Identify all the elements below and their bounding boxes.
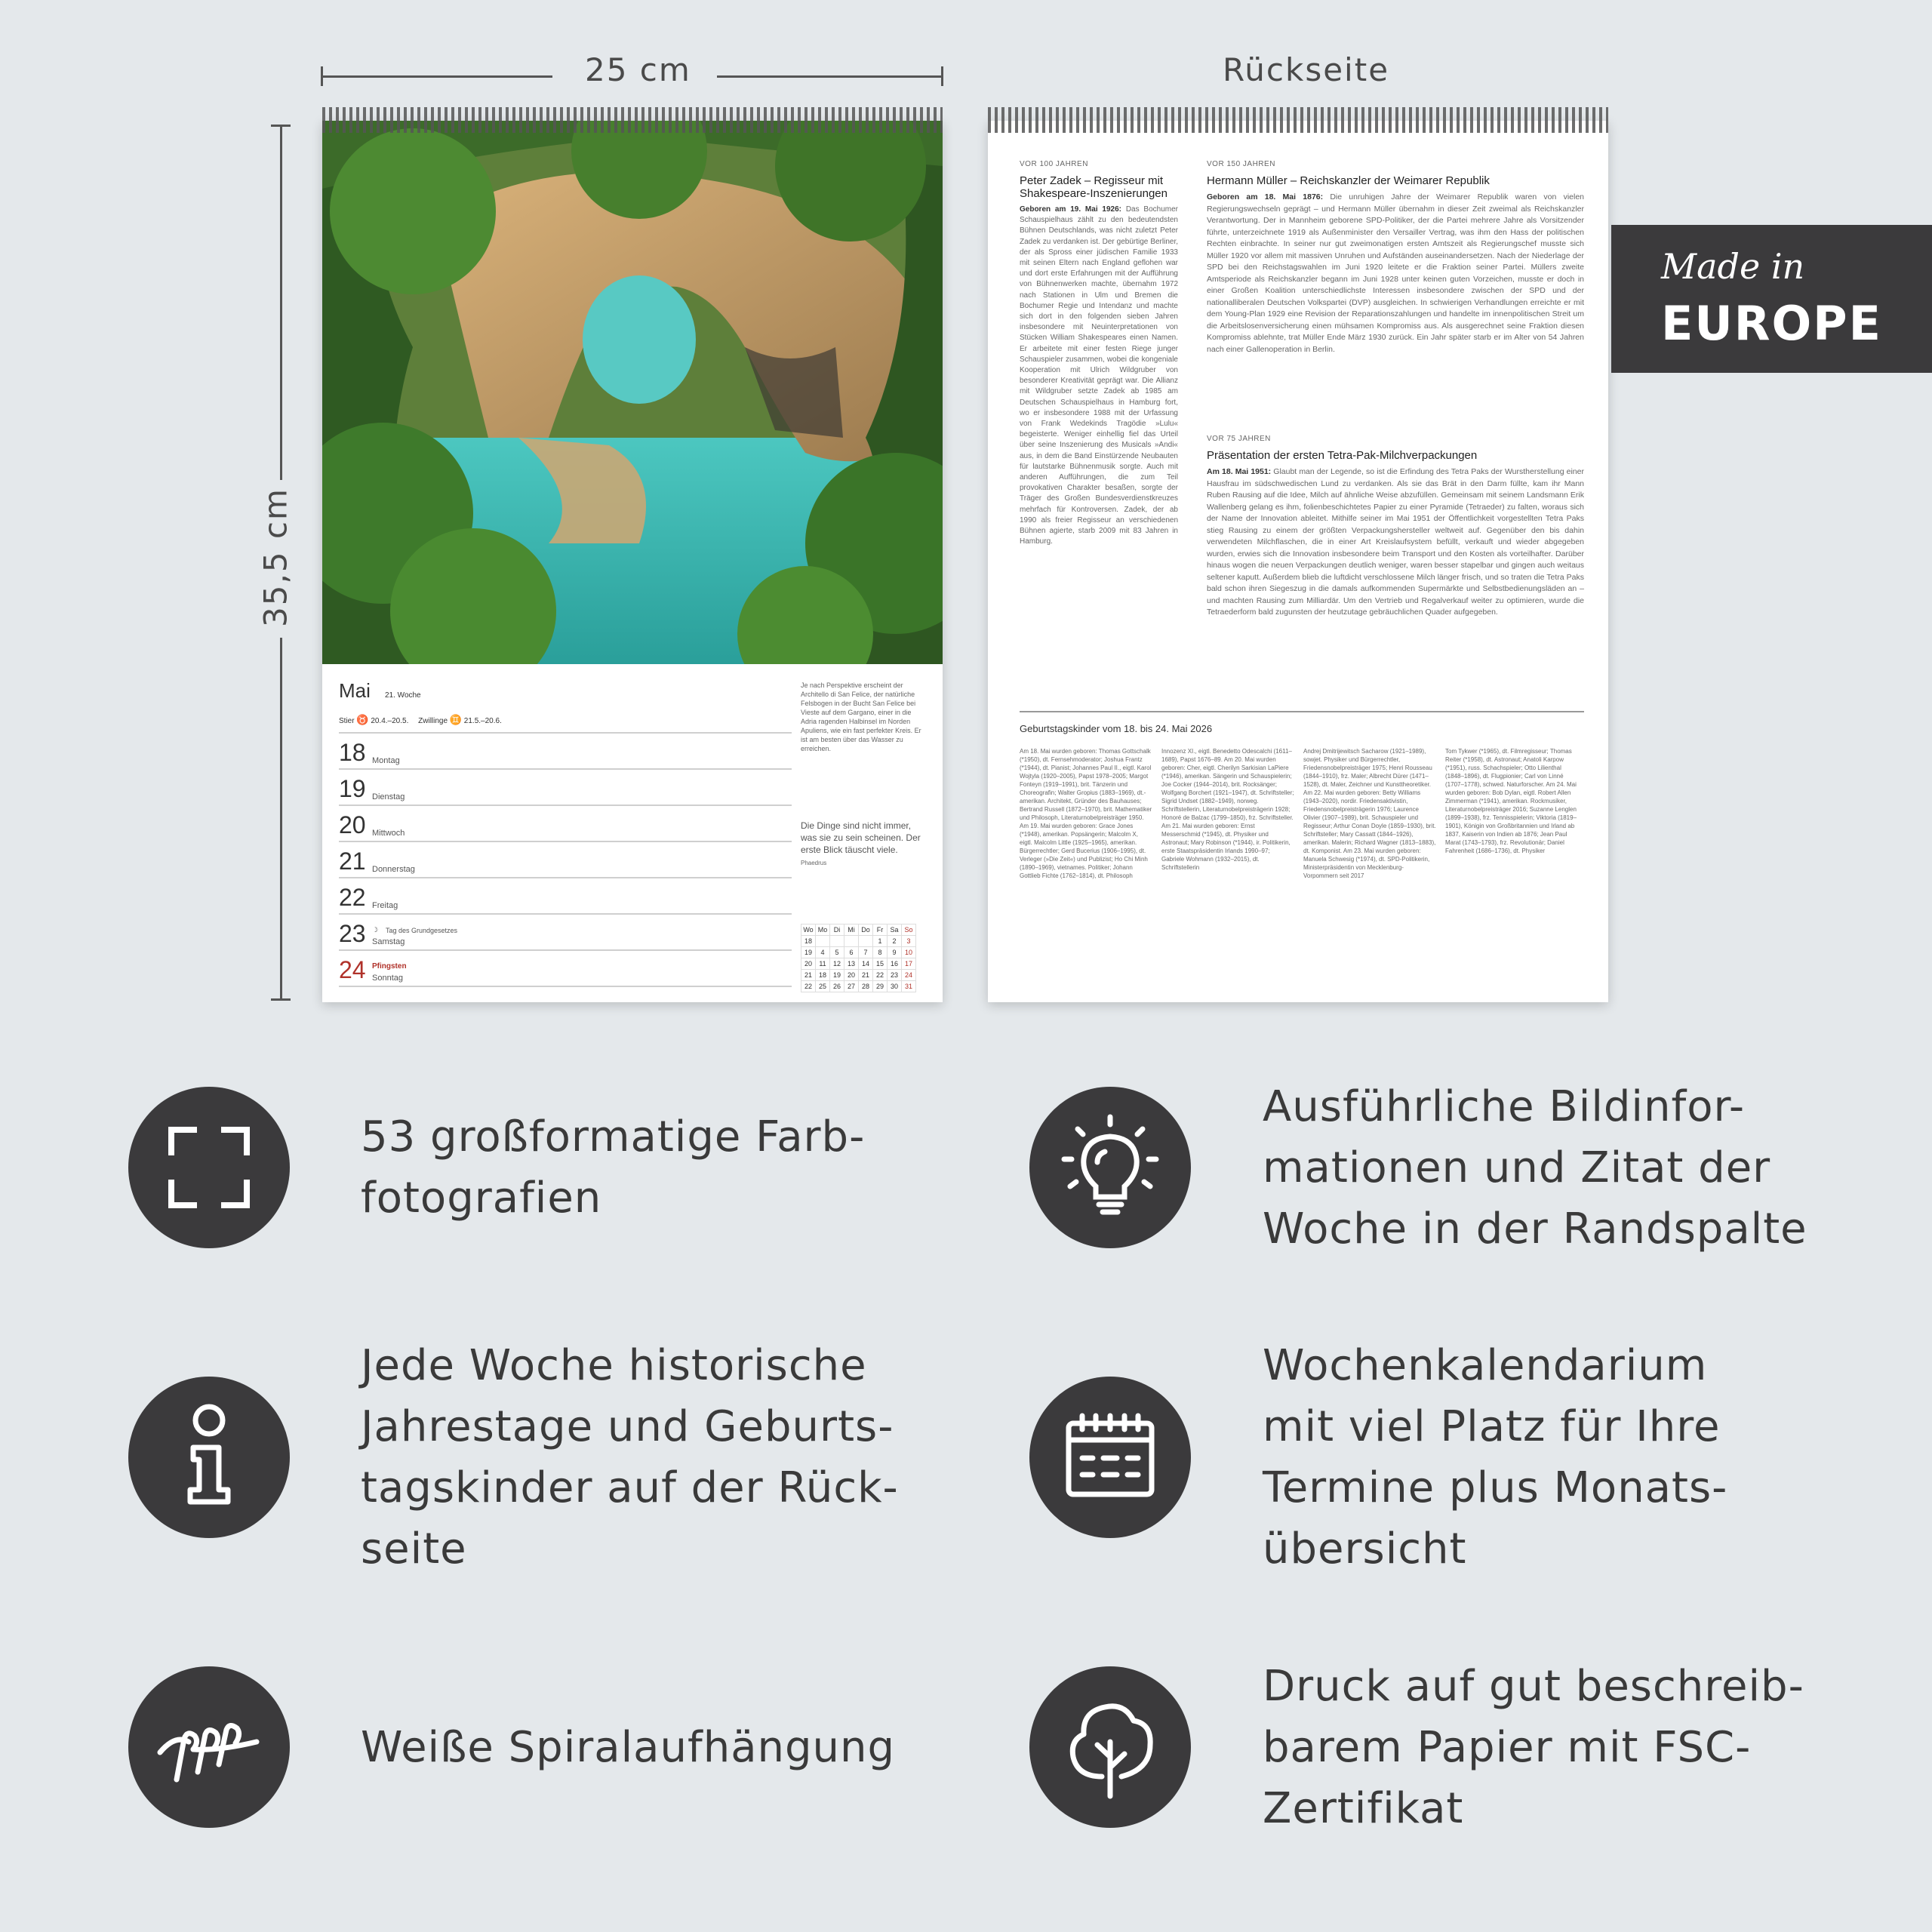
day-row-22[interactable] bbox=[339, 878, 792, 915]
day-number: 23 bbox=[339, 920, 366, 947]
day-number: 22 bbox=[339, 884, 366, 911]
mini-cell: 21 bbox=[859, 970, 873, 981]
mini-cell: 31 bbox=[902, 981, 916, 992]
mini-cell: 15 bbox=[873, 958, 888, 970]
mini-cell: 4 bbox=[816, 947, 830, 958]
birthdays-column-4: Tom Tykwer (*1965), dt. Filmregisseur; Thomas Reiter (*1958), dt. Astronaut; Anatoli Karpow (*1951), russ. Schachspieler; Otto Lilienthal (1848–1896), dt. Flugpionier; Carl von Linné (1707–1778), schwed. Naturforscher. Am 24. Mai wurden geboren: Bob Dylan, eigtl. Robert Allen Zimmerman (*1941), amerikan. Rockmusiker, Literaturnobelpreisträger 2016; Suzanne Lenglen (1899–1938), frz. Tennisspielerin; Viktoria (1819–1901), Königin von Großbritannien und Irland ab 1837, Kaiserin von Indien ab 1876; Jean Paul Marat (1743–1793), frz. Revolutionär; Daniel Fahrenheit (1686–1736), dt. Physiker bbox=[1445, 748, 1577, 854]
feature-icon-photos bbox=[128, 1087, 290, 1248]
article-kicker: VOR 75 JAHREN bbox=[1207, 435, 1271, 443]
mini-week-number: 21 bbox=[801, 970, 816, 981]
height-dimension-line-top bbox=[280, 125, 282, 480]
feature-line: übersicht bbox=[1263, 1524, 1467, 1574]
mini-cell: 19 bbox=[830, 970, 844, 981]
feature-line: Wochenkalendarium bbox=[1263, 1341, 1708, 1390]
mini-cell: 23 bbox=[888, 970, 902, 981]
feature-line: Druck auf gut beschreib- bbox=[1263, 1662, 1804, 1711]
day-note: Tag des Grundgesetzes bbox=[386, 927, 458, 934]
width-dimension-cap-left bbox=[321, 66, 323, 86]
feature-line: mit viel Platz für Ihre bbox=[1263, 1402, 1721, 1451]
calendar-back-page bbox=[988, 121, 1608, 1002]
spiral-binding bbox=[988, 107, 1608, 133]
twins-icon: ♊ bbox=[449, 714, 463, 725]
mini-header-cell: Mo bbox=[816, 924, 830, 936]
day-name: Samstag bbox=[372, 937, 405, 946]
mini-cell: 2 bbox=[888, 936, 902, 947]
day-number: 19 bbox=[339, 775, 366, 802]
birthdays-column-1: Am 18. Mai wurden geboren: Thomas Gottschalk (*1950), dt. Fernsehmoderator; Joshua Frantz (*1944), dt. Pianist; Johannes Paul II., eigtl. Karol Wojtyla (1920–2005), Papst 1978–2005; Margot Fonteyn (1919–1991), brit. Tänzerin und Choreografin; Walter Gropius (1883–1969), dt.-amerikan. Architekt, Gründer des Bauhauses; Bertrand Russell (1872–1970), brit. Mathematiker und Philosoph, Literaturnobelpreisträger 1950. Am 19. Mai wurden geboren: Grace Jones (*1948), amerikan. Popsängerin; Malcolm X, eigtl. Malcolm Little (1925–1965), amerikan. Bürgerrechtler; Gerd Bucerius (1906–1995), dt. Verleger (»Die Zeit«) und Publizist; Ho Chi Minh (1890–1969), vietnames. Politiker; Johann Gottlieb Fichte (1762–1814), dt. Philosoph bbox=[1020, 748, 1152, 879]
mini-cell: 16 bbox=[888, 958, 902, 970]
mini-header-cell: Sa bbox=[888, 924, 902, 936]
mini-cell: 1 bbox=[873, 936, 888, 947]
mini-cell bbox=[844, 936, 859, 947]
mini-cell: 29 bbox=[873, 981, 888, 992]
mini-header-cell: Do bbox=[859, 924, 873, 936]
landscape-photo bbox=[322, 121, 943, 664]
birthdays-title: Geburtstagskinder vom 18. bis 24. Mai 2026 bbox=[1020, 723, 1213, 734]
calendar-icon bbox=[1029, 1377, 1191, 1538]
mini-cell: 3 bbox=[902, 936, 916, 947]
mini-cell: 28 bbox=[859, 981, 873, 992]
height-dimension-cap-bottom bbox=[271, 998, 291, 1001]
feature-line: mationen und Zitat der bbox=[1263, 1143, 1771, 1192]
mini-cell: 26 bbox=[830, 981, 844, 992]
made-in-europe-badge bbox=[1611, 225, 1932, 373]
feature-line: Weiße Spiralaufhängung bbox=[361, 1723, 896, 1772]
article-hermann-mueller bbox=[1207, 160, 1584, 355]
lightbulb-icon bbox=[1029, 1087, 1191, 1248]
zodiac-line bbox=[339, 714, 792, 734]
feature-line: Zertifikat bbox=[1263, 1784, 1464, 1833]
birthdays-column-2: Innozenz XI., eigtl. Benedetto Odescalchi (1611–1689), Papst 1676–89. Am 20. Mai wurden geboren: Cher, eigtl. Cherilyn Sarkisian LaPiere (*1946), amerikan. Sängerin und Schauspielerin; Joe Cocker (1944–2014), brit. Rocksänger; Wolfgang Borchert (1921–1947), dt. Schriftsteller; Sigrid Undset (1882–1949), norweg. Schriftstellerin, Literaturnobelpreisträgerin 1928; Honoré de Balzac (1799–1850), frz. Schriftsteller. Am 21. Mai wurden geboren: Ernst Messerschmid (*1945), dt. Physiker und Astronaut; Mary Robinson (*1944), ir. Politikerin, erste Staatspräsidentin Irlands 1990–97; Gabriele Wohmann (1932–2015), dt. Schriftstellerin bbox=[1161, 748, 1294, 871]
day-number: 21 bbox=[339, 848, 366, 875]
mini-cell: 17 bbox=[902, 958, 916, 970]
article-title: Hermann Müller – Reichskanzler der Weimarer Republik bbox=[1207, 174, 1490, 187]
mini-cell: 9 bbox=[888, 947, 902, 958]
feature-line: Termine plus Monats- bbox=[1263, 1463, 1728, 1512]
birthdays-divider bbox=[1020, 711, 1584, 712]
day-row-18[interactable] bbox=[339, 734, 792, 770]
mini-cell: 7 bbox=[859, 947, 873, 958]
mini-cell: 13 bbox=[844, 958, 859, 970]
mini-header-cell: So bbox=[902, 924, 916, 936]
article-lead: Geboren am 19. Mai 1926: bbox=[1020, 205, 1121, 214]
day-row-23[interactable] bbox=[339, 915, 792, 951]
calendar-front-page bbox=[322, 121, 943, 1002]
feature-line: tagskinder auf der Rück- bbox=[361, 1463, 899, 1512]
fullscreen-icon bbox=[128, 1087, 290, 1248]
feature-icon-spiral bbox=[128, 1666, 290, 1828]
article-text: Die unruhigen Jahre der Weimarer Republik waren von vielen Regierungswechseln geprägt – und Hermann Müller übernahm in dieser Zeit zweimal als Reichskanzler Verantwortung. Der in Mannheim geborene SPD-Politiker, der die Partei mehrere Jahre als Vorsitzender führte, unterzeichnete 1919 als Außenminister den Versailler Vertrag, was ihm den Hass der politischen Rechten einbrachte. In seiner nur gut zweimonatigen ersten Amtszeit als Regierungschef musste sich Müller 1920 vor allem mit massiven Unruhen und Aufständen auseinandersetzen. Nach der Niederlage der SPD bei den Reichstagswahlen im Juni 1920 leitete er die Fraktion seiner Partei. Müllers zweite Amtsperiode als Reichskanzler begann im Juni 1928 unter keinen guten Vorzeichen, musste er doch in einer Großen Koalition unterschiedlichste Interessen insbesondere zwischen der SPD und der nationalliberalen Deutschen Volkspartei (DVP) ausgleichen. In schwierigen Verhandlungen erreichte er mit dem Young-Plan 1929 eine Revision der Reparationszahlungen und handelte im innenpolitischen Streit um die Arbeitslosenversicherung einen mühsamen Kompromiss aus. Als ausgerechnet seine Fraktion diesen Kompromiss ablehnte, trat Müller Ende März 1930 zurück. Ein Jahr später starb er im Alter von 54 Jahren nach einer Gallenoperation in Berlin. bbox=[1207, 192, 1585, 354]
back-side-label: Rückseite bbox=[1223, 51, 1390, 88]
badge-line-2: EUROPE bbox=[1661, 296, 1882, 351]
zodiac-zwillinge-range: 21.5.–20.6. bbox=[463, 717, 502, 725]
mini-cell: 25 bbox=[816, 981, 830, 992]
day-number: 24 bbox=[339, 956, 366, 983]
feature-line: fotografien bbox=[361, 1174, 602, 1223]
day-row-24[interactable] bbox=[339, 951, 792, 987]
mini-week-number: 22 bbox=[801, 981, 816, 992]
mini-row bbox=[801, 958, 916, 970]
mini-cell: 5 bbox=[830, 947, 844, 958]
article-peter-zadek bbox=[1020, 160, 1178, 548]
mini-header-cell: Wo bbox=[801, 924, 816, 936]
info-icon bbox=[128, 1377, 290, 1538]
mini-week-number: 19 bbox=[801, 947, 816, 958]
feature-line: seite bbox=[361, 1524, 467, 1574]
article-body bbox=[1207, 192, 1584, 355]
photo-illustration bbox=[322, 121, 943, 664]
day-row-19[interactable] bbox=[339, 770, 792, 806]
month-overview-table bbox=[801, 924, 916, 992]
month-label: Mai bbox=[339, 679, 371, 702]
mini-row bbox=[801, 981, 916, 992]
mini-cell: 12 bbox=[830, 958, 844, 970]
article-body bbox=[1020, 205, 1178, 548]
mini-cell: 6 bbox=[844, 947, 859, 958]
day-name: Freitag bbox=[372, 901, 398, 910]
article-lead: Geboren am 18. Mai 1876: bbox=[1207, 192, 1324, 202]
feature-icon-history bbox=[128, 1377, 290, 1538]
mini-row bbox=[801, 947, 916, 958]
feature-text-history bbox=[361, 1335, 899, 1580]
height-dimension-label: 35,5 cm bbox=[257, 488, 294, 627]
mini-cell: 27 bbox=[844, 981, 859, 992]
article-body bbox=[1207, 466, 1584, 619]
holiday-label: Pfingsten bbox=[372, 962, 407, 971]
feature-icon-fsc bbox=[1029, 1666, 1191, 1828]
tree-icon bbox=[1029, 1666, 1191, 1828]
mini-header-cell: Di bbox=[830, 924, 844, 936]
day-number: 20 bbox=[339, 811, 366, 838]
day-name: Donnerstag bbox=[372, 865, 415, 874]
feature-line: 53 großformatige Farb- bbox=[361, 1112, 866, 1161]
mini-week-number: 18 bbox=[801, 936, 816, 947]
mini-cell: 11 bbox=[816, 958, 830, 970]
article-tetra-pak bbox=[1207, 435, 1584, 619]
width-dimension-cap-right bbox=[941, 66, 943, 86]
moon-phase-icon: ☽ bbox=[372, 926, 379, 934]
article-kicker: VOR 100 JAHREN bbox=[1020, 160, 1088, 168]
feature-line: Ausführliche Bildinfor- bbox=[1263, 1082, 1746, 1131]
feature-line: Woche in der Randspalte bbox=[1263, 1204, 1807, 1254]
birthdays-column-3: Andrej Dmitrijewitsch Sacharow (1921–1989), sowjet. Physiker und Bürgerrechtler, Friedensnobelpreisträger 1975; Henri Rousseau (1844–1910), frz. Maler; Albrecht Dürer (1471–1528), dt. Maler, Zeichner und Kunsttheoretiker. Am 22. Mai wurden geboren: Betty Williams (1943–2020), nordir. Friedensaktivistin, Friedensnobelpreisträgerin 1976; Laurence Olivier (1907–1989), brit. Schauspieler und Regisseur; Arthur Conan Doyle (1859–1930), brit. Schriftsteller; Mary Cassatt (1844–1926), amerikan. Malerin; Richard Wagner (1813–1883), dt. Komponist. Am 23. Mai wurden geboren: Manuela Schwesig (*1974), dt. SPD-Politikerin, Ministerpräsidentin von Mecklenburg-Vorpommern seit 2017 bbox=[1303, 748, 1436, 879]
mini-cell: 10 bbox=[902, 947, 916, 958]
mini-row bbox=[801, 970, 916, 981]
bull-icon: ♉ bbox=[356, 714, 369, 725]
spiral-binding bbox=[322, 107, 943, 133]
mini-cell: 8 bbox=[873, 947, 888, 958]
mini-cell: 30 bbox=[888, 981, 902, 992]
width-dimension-label: 25 cm bbox=[585, 51, 691, 88]
feature-text-spiral bbox=[361, 1717, 895, 1778]
day-number: 18 bbox=[339, 739, 366, 766]
mini-row bbox=[801, 936, 916, 947]
feature-line: barem Papier mit FSC- bbox=[1263, 1723, 1752, 1772]
mini-header-row bbox=[801, 924, 916, 936]
feature-text-photos bbox=[361, 1106, 865, 1229]
feature-text-picture-info bbox=[1263, 1076, 1807, 1260]
mini-week-number: 20 bbox=[801, 958, 816, 970]
quote-author: Phaedrus bbox=[801, 860, 827, 866]
day-row-20[interactable] bbox=[339, 806, 792, 842]
spiral-icon bbox=[128, 1666, 290, 1828]
mini-cell bbox=[816, 936, 830, 947]
zodiac-stier-label: Stier bbox=[339, 717, 355, 725]
feature-text-fsc bbox=[1263, 1656, 1804, 1839]
height-dimension-line-bottom bbox=[280, 638, 282, 1000]
height-dimension-cap-top bbox=[271, 125, 291, 127]
feature-icon-picture-info bbox=[1029, 1087, 1191, 1248]
day-name: Dienstag bbox=[372, 792, 405, 801]
mini-cell: 22 bbox=[873, 970, 888, 981]
mini-cell: 24 bbox=[902, 970, 916, 981]
width-dimension-line-left bbox=[322, 75, 552, 78]
day-name: Mittwoch bbox=[372, 829, 405, 838]
article-text: Glaubt man der Legende, so ist die Erfindung des Tetra Paks der Wurstherstellung einer Hausfrau im südschwedischen Lund zu verdanken. Als sie das Brät in den Darm füllte, kam ihr Mann Ruben Rausing auf die Idee, Milch auf ähnliche Weise abzufüllen. Gemeinsam mit seinem Landsmann Erik Wallenberg gelang es ihm, folienbeschichtetes Papier zu einer Pyramide (Tetraeder) zu falten, woraus sich der Name der Innovation ableitet. Mithilfe seiner im Mai 1951 der Öffentlichkeit vorgestellten Tetra Paks stieg Rausing zu einem der größten Verpackungshersteller weltweit auf. Gegenüber den bis dahin verwendeten Milchflaschen, die in einer Art Kreislaufsystem befüllt, verkauft und wieder abgegeben wurden, erwies sich die Innovation insbesondere beim Transport und den Kosten als vorteilhafter. Darüber hinaus wogen die neuen Verpackungen deutlich weniger, waren besser stapelbar und gingen auch weitaus seltener kaputt. Außerdem blieb die luftdicht verschlossene Milch länger frisch, und so traten die Tetra Paks bald schon ihren Siegeszug in die damals aufkommenden Supermärkte und Selbstbedienungsläden an – und machten Rausing zum Milliardär. Um den Vertrieb und Regalverkauf weiter zu optimieren, wurde die Tetraederform bald zugunsten der heutzutage gebräuchlichen Quader aufgegeben. bbox=[1207, 467, 1584, 617]
feature-icon-calendar bbox=[1029, 1377, 1191, 1538]
zodiac-stier-range: 20.4.–20.5. bbox=[371, 717, 409, 725]
width-dimension-line-right bbox=[717, 75, 943, 78]
feature-text-calendar bbox=[1263, 1335, 1727, 1580]
day-row-21[interactable] bbox=[339, 842, 792, 878]
day-name: Montag bbox=[372, 756, 400, 765]
article-title: Peter Zadek – Regisseur mit Shakespeare-Inszenierungen bbox=[1020, 174, 1168, 200]
mini-cell: 18 bbox=[816, 970, 830, 981]
feature-line: Jede Woche historische bbox=[361, 1341, 867, 1390]
badge-line-1: Made in bbox=[1661, 246, 1805, 287]
quote-text: Die Dinge sind nicht immer, was sie zu sein scheinen. Der erste Blick täuscht viele. bbox=[801, 820, 921, 855]
zodiac-zwillinge-label: Zwillinge bbox=[418, 717, 448, 725]
article-title: Präsentation der ersten Tetra-Pak-Milchverpackungen bbox=[1207, 449, 1478, 462]
article-lead: Am 18. Mai 1951: bbox=[1207, 467, 1272, 476]
day-name: Sonntag bbox=[372, 974, 403, 983]
week-label: 21. Woche bbox=[385, 691, 421, 700]
article-kicker: VOR 150 JAHREN bbox=[1207, 160, 1275, 168]
week-header bbox=[339, 679, 792, 703]
mini-cell bbox=[830, 936, 844, 947]
mini-header-cell: Mi bbox=[844, 924, 859, 936]
article-text: Das Bochumer Schauspielhaus zählt zu den bedeutendsten Bühnen Deutschlands, was nicht zuletzt Peter Zadek zu verdanken ist. Der gebürtige Berliner, der als Spross einer jüdischen Familie 1933 mit seinen Eltern nach England geflohen war und dort erste Erfahrungen mit der Aufführung von Bühnenwerken machte, übernahm 1972 nach Stationen in Ulm und Bremen die Bochumer Regie und Intendanz und machte sich dort in den folgenden sieben Jahren insbesondere mit Neuinterpretationen von Stücken William Shakespeares einen Namen. Er arbeitete mit einer festen Riege junger Schauspieler zusammen, wobei die kongeniale Kooperation mit Ulrich Wildgruber von besonderer Kreativität geprägt war. Die Allianz mit Wildgruber setzte Zadek ab 1985 am Deutschen Schauspielhaus in Hamburg fort, wo er insbesondere 1988 mit der Urfassung von Frank Wedekinds Tragödie »Lulu« begeisterte. Weniger einhellig fiel das Urteil über seine Inszenierung des Musicals »Andi« aus, in dem die Band Einstürzende Neubauten für lautstarke Bühnenmusik sorgte. Auch mit anderen Aufführungen, die zum Teil provokativen Charakter besaßen, sorgte der Träger des Großen Bundesverdienstkreuzes mehrfach für Kontroversen. Zadek, der ab 1990 als freier Regisseur an verschiedenen Bühnen agierte, starb 2009 mit 83 Jahren in Hamburg. bbox=[1020, 205, 1179, 546]
mini-cell: 20 bbox=[844, 970, 859, 981]
mini-cell bbox=[859, 936, 873, 947]
feature-line: Jahrestage und Geburts- bbox=[361, 1402, 894, 1451]
photo-description: Je nach Perspektive erscheint der Architello di San Felice, der natürliche Felsbogen in der Bucht San Felice bei Vieste auf dem Gargano, einer in die Adria ragenden Halbinsel im Norden Apuliens, wie ein fast perfekter Kreis. Er ist am besten über das Wasser zu erreichen. bbox=[801, 681, 921, 752]
mini-cell: 14 bbox=[859, 958, 873, 970]
mini-header-cell: Fr bbox=[873, 924, 888, 936]
